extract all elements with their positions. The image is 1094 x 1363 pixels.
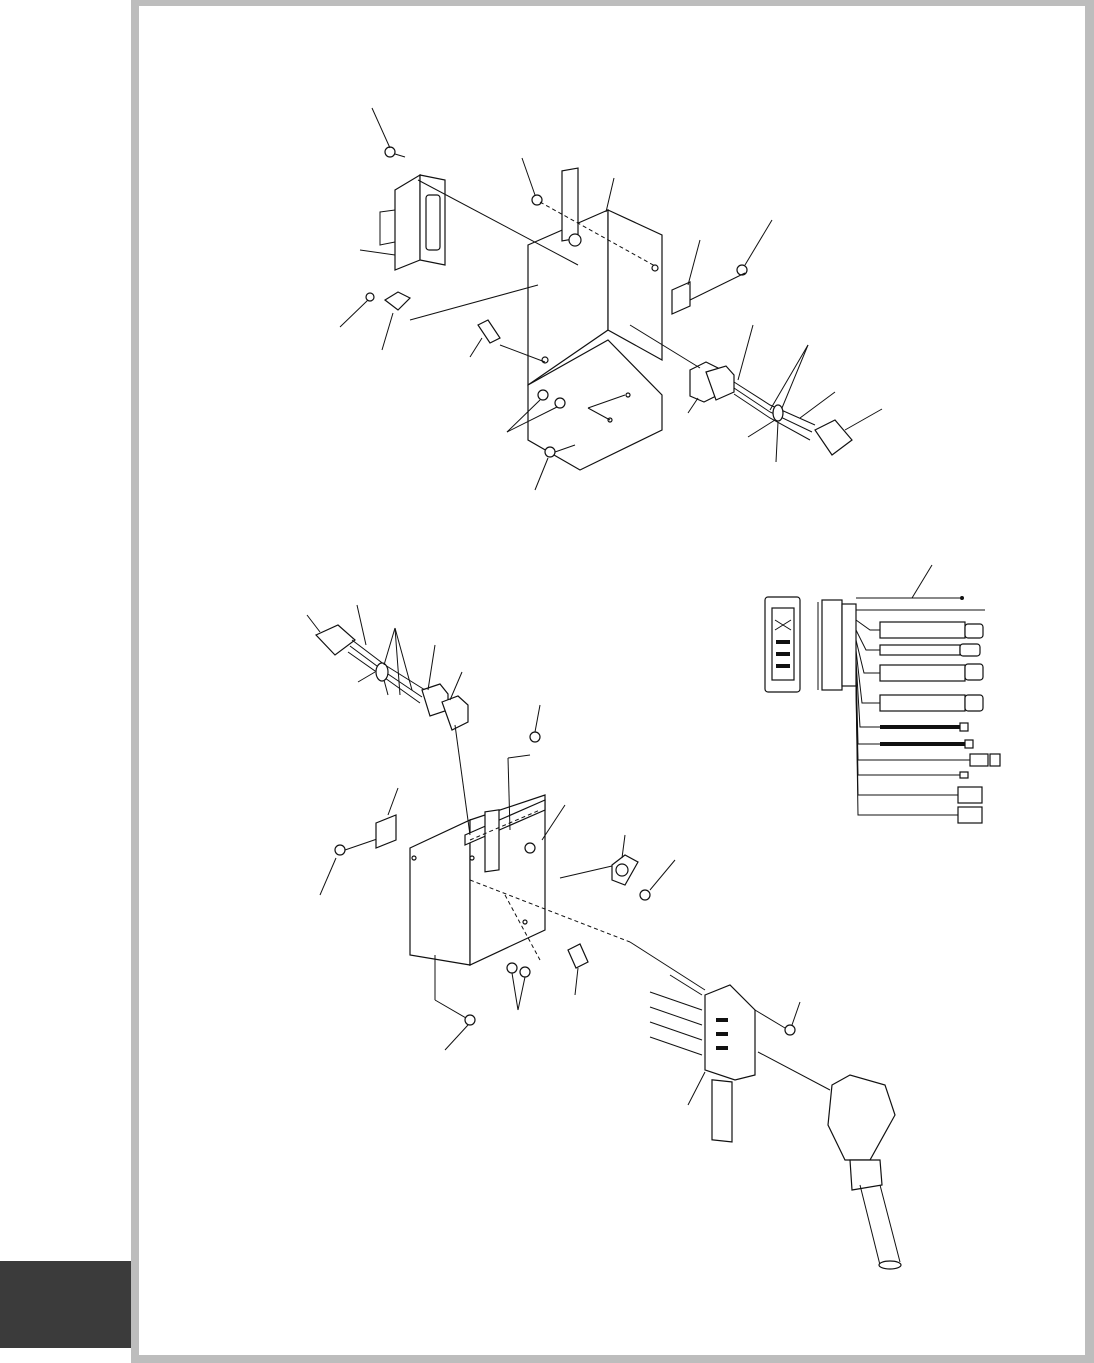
mounting-bracket-upper <box>528 168 662 470</box>
exploded-view-upper <box>340 108 882 490</box>
terminal-block-face <box>765 597 800 692</box>
harness-detail <box>765 565 1000 823</box>
wire-harness-lower <box>316 625 468 730</box>
clip-upper <box>672 282 690 314</box>
connector-side-view <box>818 600 856 690</box>
grommet-plate-upper <box>385 292 410 310</box>
exploded-view-lower <box>307 605 901 1269</box>
clip-lower <box>376 815 396 848</box>
grommet-plate-lower <box>612 855 638 885</box>
wire-bundles-detail <box>856 565 1000 823</box>
mounting-bracket-lower <box>410 795 545 965</box>
plug-cable <box>828 1075 901 1269</box>
connector-housing-lower <box>650 975 755 1142</box>
